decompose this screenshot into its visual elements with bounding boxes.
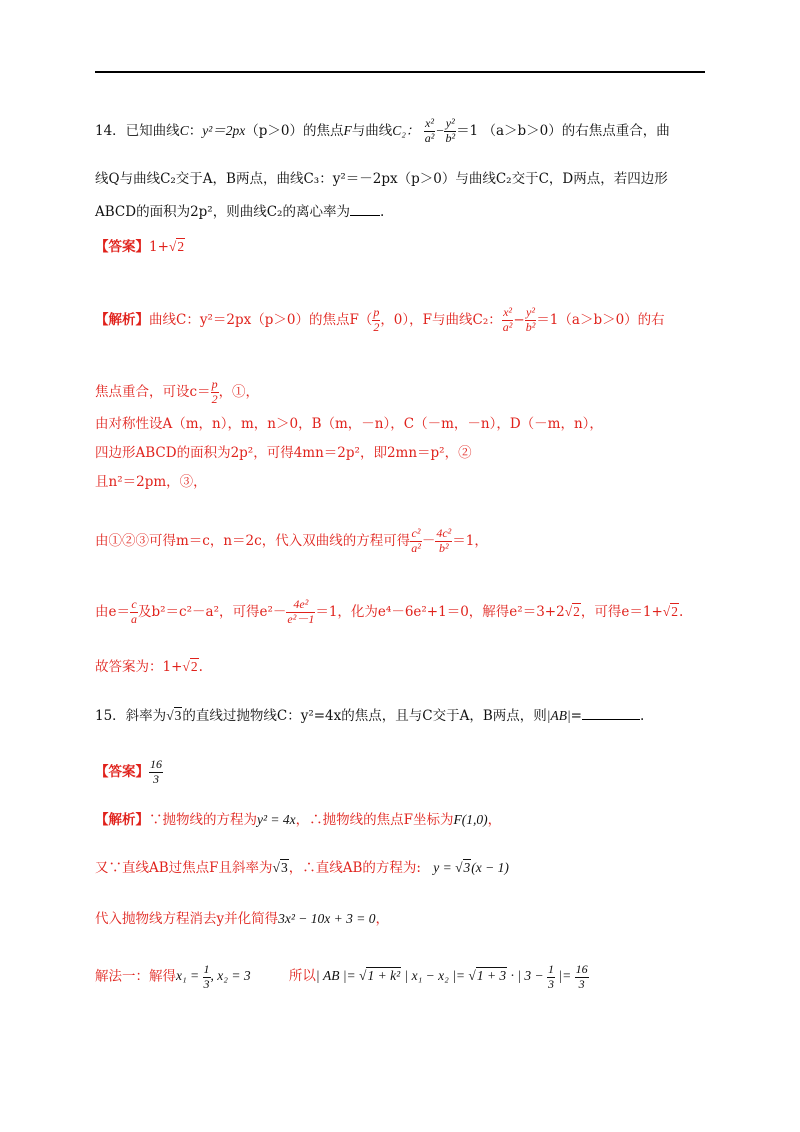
sqrt-expr: √2 xyxy=(182,659,198,674)
s15-math: | AB |= √1 + k² | x₁ − x₂ |= √1 + 3 · | 3 − $\frac{1}{3}$ |= $\frac{16}{3}$ xyxy=(315,962,588,991)
s14-text: 及b²＝c²－a²，可得e²－ xyxy=(138,603,287,620)
frac-y2-b2: $\frac{\text{y²}}{\text{b²}}$ xyxy=(525,305,536,334)
s14-line-3: 由对称性设A（m，n），m，n＞0，B（m，－n），C（－m，－n），D（－m，n）， xyxy=(95,416,603,432)
frac-p-2: $\frac{p}{2}$ xyxy=(211,377,218,406)
s15-line-3 xyxy=(95,912,389,927)
answer-tag: 【答案】 xyxy=(95,763,149,780)
q14-line-1 xyxy=(95,117,670,146)
answer-blank xyxy=(350,215,380,216)
frac-p-2: $\frac{p}{2}$ xyxy=(373,305,380,334)
s15-math: 3x² − 10x + 3 = 0 xyxy=(278,911,376,926)
s14-eq: ＝1 xyxy=(536,311,559,328)
s15-text: ，∴抛物线的焦点F坐标为 xyxy=(295,812,454,828)
s14-line-8 xyxy=(95,660,203,675)
s14-minus: － xyxy=(421,532,436,549)
answer-tag: 【答案】 xyxy=(95,239,149,255)
q14-text: （a＞b＞0）的右焦点重合，曲 xyxy=(482,122,670,139)
s14-text: 焦点重合，可设c＝ xyxy=(95,383,211,400)
sqrt-expr: √3 xyxy=(166,708,182,723)
sqrt-expr: √2 xyxy=(564,603,580,619)
s14-text: 曲线C：y²＝2px（p＞0）的焦点F（ xyxy=(149,311,373,328)
frac-x2-a2: $\frac{\text{x²}}{\text{a²}}$ xyxy=(502,305,513,334)
s14-text: ，可得e＝1+ xyxy=(580,603,663,620)
q14-text: 与曲线 xyxy=(351,122,393,139)
s15-line-1 xyxy=(95,813,501,828)
s14-text: ，①， xyxy=(218,383,260,400)
s15-text: 又∵直线AB过焦点F且斜率为 xyxy=(95,860,273,876)
s15-math: y = √3(x − 1) xyxy=(433,860,509,875)
s14-text: 故答案为：1+ xyxy=(95,659,183,675)
solution-tag: 【解析】 xyxy=(95,812,149,828)
sqrt-expr: √2 xyxy=(168,239,185,254)
sqrt-expr: √3 xyxy=(272,860,288,875)
q14-math: C xyxy=(179,122,189,138)
q15-math: |AB| xyxy=(546,708,571,723)
s14-text: ，0），F与曲线C₂： xyxy=(380,311,502,328)
frac-c-a: $\frac{c}{a}$ xyxy=(131,597,137,626)
frac-c2-a2: $\frac{\text{c²}}{\text{a²}}$ xyxy=(411,526,421,555)
header-rule xyxy=(95,71,705,73)
s14-text: ＝1， xyxy=(452,532,488,549)
q14-eq: ＝1 xyxy=(456,122,479,139)
q14-frac-x: $\frac{\text{x²}}{\text{a²}}$ xyxy=(424,116,435,145)
s15-text: 解法一：解得 xyxy=(95,968,176,985)
q15-text: 15．斜率为 xyxy=(95,708,167,724)
q14-math: y²＝2px xyxy=(202,122,246,138)
s15-text: ， xyxy=(487,812,502,828)
s15-text: ∵抛物线的方程为 xyxy=(149,812,257,828)
s14-line-2 xyxy=(95,378,259,407)
solution-tag: 【解析】 xyxy=(95,311,149,328)
q14-minus: − xyxy=(435,122,445,138)
s15-line-2 xyxy=(95,861,509,876)
s15-math: x₁ = $\frac{1}{3}$ , x₂ = 3 xyxy=(176,962,251,991)
s14-line-1 xyxy=(95,306,665,335)
q14-line-2: 线Q与曲线C₂交于A，B两点，曲线C₃：y²＝－2px（p＞0）与曲线C₂交于C，D两点，若四边形 xyxy=(95,171,668,187)
s14-line-6 xyxy=(95,527,488,556)
q14-text: （p＞0）的焦点 xyxy=(245,122,344,139)
s14-text: 由e＝ xyxy=(95,603,130,620)
answer-15 xyxy=(95,758,163,787)
answer-blank xyxy=(582,719,640,720)
q14-line-3 xyxy=(95,206,384,220)
q14-text: ： xyxy=(188,122,203,139)
s15-text: 所以 xyxy=(288,968,316,985)
answer-14 xyxy=(95,240,185,255)
q14-math: C₂： xyxy=(392,122,420,138)
q14-text: 14．已知曲线 xyxy=(95,122,180,139)
s14-text: （a＞b＞0）的右 xyxy=(558,311,665,328)
s14-text: . xyxy=(678,603,684,620)
q14-math: F xyxy=(343,122,352,138)
q15-text: . xyxy=(639,708,645,724)
s15-text: ， xyxy=(375,911,390,927)
s15-math: F(1,0) xyxy=(453,812,488,827)
answer-value: 1+ xyxy=(149,239,169,255)
s15-text: 代入抛物线方程消去y并化简得 xyxy=(95,911,279,927)
q14-text: . xyxy=(379,204,385,220)
q15-line-1 xyxy=(95,709,644,724)
s14-text: 由①②③可得m＝c，n＝2c，代入双曲线的方程可得 xyxy=(95,532,411,549)
s14-text: . xyxy=(198,659,203,675)
q14-text: ABCD的面积为2p²，则曲线C₂的离心率为 xyxy=(95,204,350,220)
s15-line-4 xyxy=(95,963,589,992)
frac-4e2: $\frac{\text{4e²}}{\text{e²－1}}$ xyxy=(287,597,315,626)
frac-16-3: $\frac{16}{3}$ xyxy=(150,757,162,786)
s14-text: ＝1，化为e⁴－6e²+1＝0，解得e²＝3+2 xyxy=(315,603,565,620)
q14-frac-y: $\frac{\text{y²}}{\text{b²}}$ xyxy=(445,116,456,145)
sqrt-expr: √2 xyxy=(662,603,678,619)
s14-minus: − xyxy=(513,311,525,328)
s15-text: ，∴直线AB的方程为: xyxy=(288,860,421,876)
q15-text: 的直线过抛物线C：y²=4x的焦点，且与C交于A，B两点，则 xyxy=(182,708,547,724)
s14-line-4: 四边形ABCD的面积为2p²，可得4mn＝2p²，即2mn＝p²，② xyxy=(95,445,472,461)
s14-line-7 xyxy=(95,598,683,627)
q15-text: = xyxy=(570,708,582,724)
frac-4c2-b2: $\frac{\text{4c²}}{\text{b²}}$ xyxy=(436,526,452,555)
s15-math: y² = 4x xyxy=(257,812,296,827)
s14-line-5: 且n²＝2pm，③， xyxy=(95,474,207,490)
